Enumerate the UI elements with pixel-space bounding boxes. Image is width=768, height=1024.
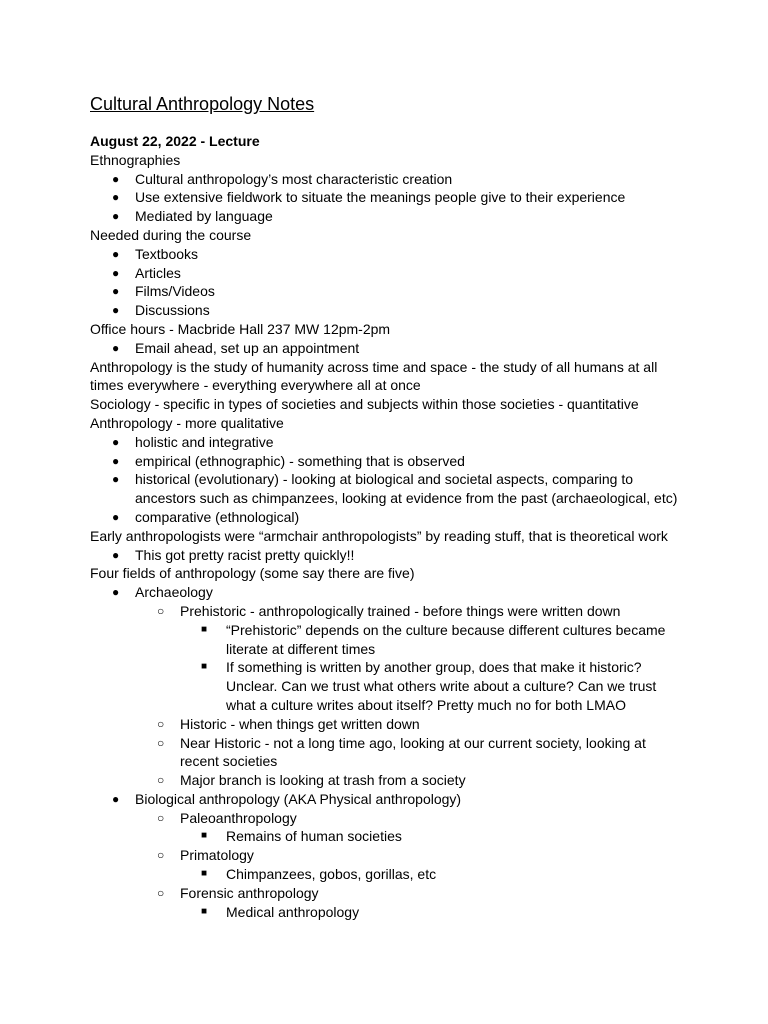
note-line: Anthropology is the study of humanity across time and space - the study of all humans at all times everywhere - everything everywhere all at once <box>90 358 658 394</box>
archaeology-sublist <box>90 602 680 790</box>
lecture-date-heading: August 22, 2022 - Lecture <box>90 133 260 149</box>
note-line: Office hours - Macbride Hall 237 MW 12pm-2pm <box>90 320 391 337</box>
list-item <box>90 903 680 922</box>
list-item-text: empirical (ethnographic) - something that is observed <box>135 452 465 469</box>
list-item-text: Articles <box>135 264 181 281</box>
bullet-marker: ● <box>112 265 120 280</box>
bullet-marker: ○ <box>157 735 165 750</box>
list-item <box>90 734 680 772</box>
list-item <box>90 433 680 452</box>
biological-sublist <box>90 809 680 922</box>
note-line: Four fields of anthropology (some say there are five) <box>90 565 415 582</box>
bullet-marker: ● <box>112 453 120 468</box>
list-item <box>90 715 680 734</box>
bullet-marker: ● <box>112 547 120 562</box>
biological-detail-list <box>90 903 680 922</box>
bullet-marker: ● <box>112 209 120 224</box>
list-item-text: holistic and integrative <box>135 433 274 450</box>
bullet-marker: ■ <box>201 623 208 635</box>
bullet-marker: ● <box>112 340 120 355</box>
bullet-list <box>90 583 680 602</box>
list-item-text: historical (evolutionary) - looking at biological and societal aspects, comparing to ancestors such as chimpanzees, looking at evidence from the past (archaeological, etc) <box>135 471 678 507</box>
bullet-marker: ○ <box>157 716 165 731</box>
list-item-text: Forensic anthropology <box>180 884 319 901</box>
list-item <box>90 508 680 527</box>
list-item-text: Historic - when things get written down <box>180 715 420 732</box>
note-line: Early anthropologists were “armchair anthropologists” by reading stuff, that is theoretical work <box>90 527 668 544</box>
bullet-marker: ○ <box>157 848 165 863</box>
list-item <box>90 884 680 903</box>
note-line: Needed during the course <box>90 226 252 243</box>
list-item-text: Mediated by language <box>135 208 273 225</box>
list-item-text: Biological anthropology (AKA Physical anthropology) <box>135 790 462 807</box>
notes-body <box>90 132 680 921</box>
list-item <box>90 790 680 809</box>
bullet-marker: ● <box>112 246 120 261</box>
archaeology-detail-list <box>90 621 680 715</box>
list-item <box>90 170 680 189</box>
list-item-text: Medical anthropology <box>226 903 360 920</box>
bullet-marker: ■ <box>201 830 208 842</box>
list-item <box>90 583 680 602</box>
bullet-marker: ● <box>112 791 120 806</box>
list-item-text: Films/Videos <box>135 283 215 300</box>
list-item-text: Cultural anthropology’s most characteristic creation <box>135 170 453 187</box>
list-item <box>90 282 680 301</box>
list-item <box>90 827 680 846</box>
list-item-text: Textbooks <box>135 245 199 262</box>
bullet-marker: ● <box>112 434 120 449</box>
bullet-marker: ○ <box>157 603 165 618</box>
bullet-marker: ● <box>112 190 120 205</box>
document-title: Cultural Anthropology Notes <box>90 94 315 114</box>
bullet-marker: ● <box>112 284 120 299</box>
list-item <box>90 602 680 621</box>
bullet-marker: ○ <box>157 885 165 900</box>
note-line: Sociology - specific in types of societies and subjects within those societies - quantitative <box>90 396 639 413</box>
note-line: Ethnographies <box>90 151 181 168</box>
list-item <box>90 621 680 659</box>
bullet-list <box>90 339 680 358</box>
list-item-text: Near Historic - not a long time ago, looking at our current society, looking at recent societies <box>180 734 646 770</box>
list-item <box>90 245 680 264</box>
bullet-marker: ■ <box>201 661 208 673</box>
list-item-text: This got pretty racist pretty quickly!! <box>135 546 355 563</box>
bullet-list <box>90 790 680 809</box>
bullet-marker: ○ <box>157 773 165 788</box>
list-item-text: Paleoanthropology <box>180 809 297 826</box>
list-item <box>90 546 680 565</box>
note-line: Anthropology - more qualitative <box>90 414 284 431</box>
list-item <box>90 207 680 226</box>
list-item-text: Remains of human societies <box>226 828 402 845</box>
bullet-marker: ● <box>112 585 120 600</box>
list-item-text: Major branch is looking at trash from a society <box>180 772 466 789</box>
biological-detail-list <box>90 865 680 884</box>
list-item <box>90 452 680 471</box>
bullet-marker: ● <box>112 509 120 524</box>
list-item <box>90 264 680 283</box>
list-item <box>90 846 680 865</box>
list-item-text: “Prehistoric” depends on the culture because different cultures became literate at different times <box>226 621 666 657</box>
list-item-text: Use extensive fieldwork to situate the meanings people give to their experience <box>135 189 626 206</box>
list-item-text: Primatology <box>180 847 254 864</box>
bullet-marker: ● <box>112 303 120 318</box>
bullet-list <box>90 245 680 320</box>
list-item-text: Email ahead, set up an appointment <box>135 339 360 356</box>
list-item <box>90 188 680 207</box>
list-item <box>90 339 680 358</box>
bullet-list <box>90 546 680 565</box>
bullet-marker: ● <box>112 171 120 186</box>
list-item-text: comparative (ethnological) <box>135 508 300 525</box>
biological-detail-list <box>90 827 680 846</box>
bullet-marker: ○ <box>157 810 165 825</box>
list-item <box>90 771 680 790</box>
list-item <box>90 301 680 320</box>
bullet-marker: ● <box>112 472 120 487</box>
list-item <box>90 658 680 714</box>
bullet-marker: ■ <box>201 905 208 917</box>
notes-content <box>90 92 680 921</box>
list-item <box>90 865 680 884</box>
bullet-list <box>90 170 680 226</box>
list-item-text: If something is written by another group, does that make it historic? Unclear. Can we trust what others write about a culture? Can we trust what a culture writes about itself? Pretty much no for both LMAO <box>226 659 657 713</box>
bullet-list <box>90 433 680 527</box>
bullet-marker: ■ <box>201 868 208 880</box>
list-item-text: Prehistoric - anthropologically trained - before things were written down <box>180 602 621 619</box>
list-item <box>90 809 680 828</box>
list-item <box>90 470 680 508</box>
list-item-text: Chimpanzees, gobos, gorillas, etc <box>226 866 437 883</box>
list-item-text: Discussions <box>135 302 210 319</box>
list-item-text: Archaeology <box>135 584 213 601</box>
